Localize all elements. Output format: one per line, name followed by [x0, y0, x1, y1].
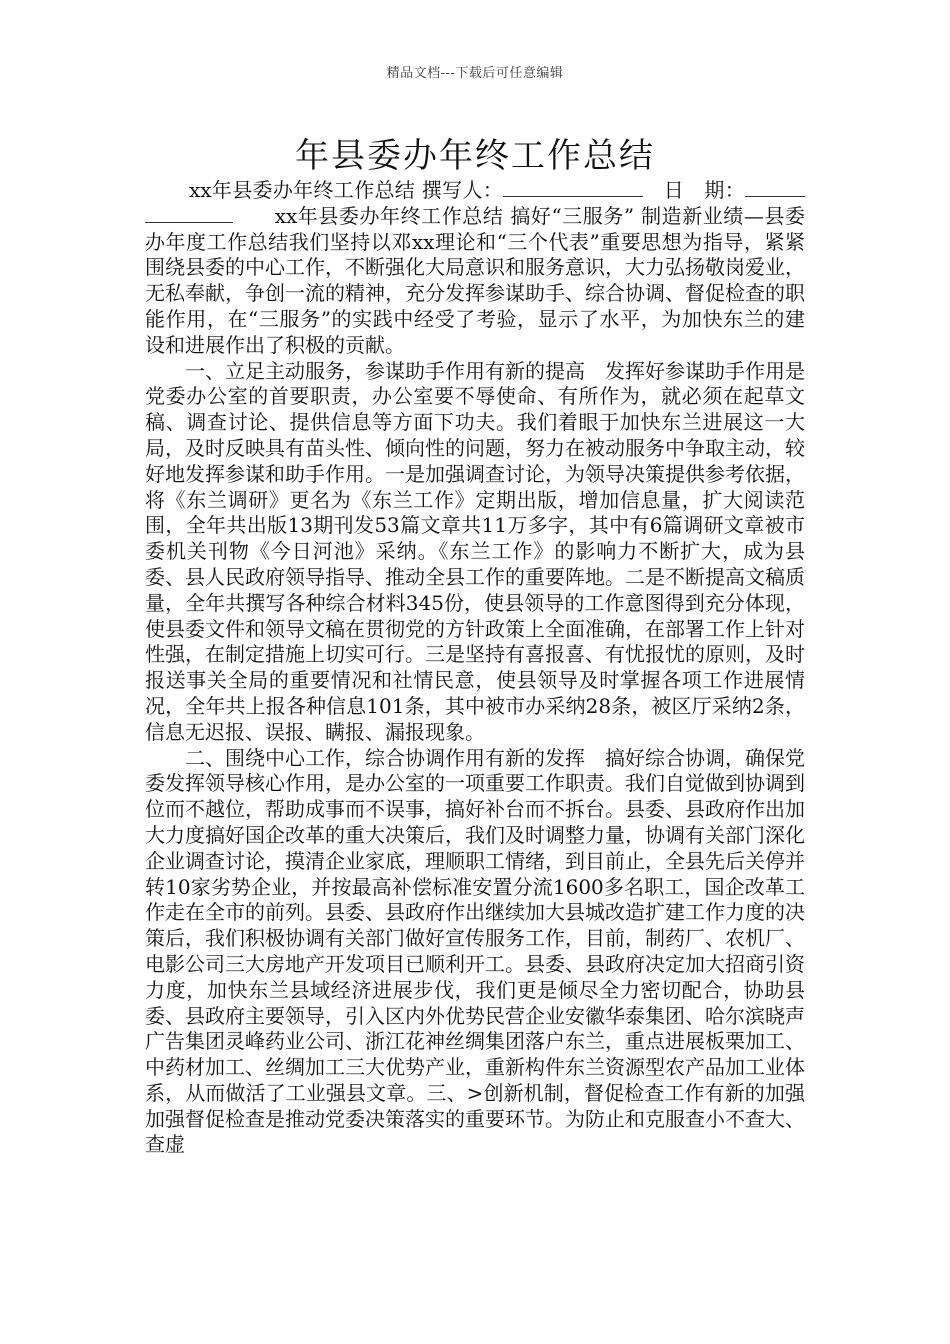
body-paragraph-1: 一、立足主动服务，参谋助手作用有新的提高 发挥好参谋助手作用是党委办公室的首要职责，办公室要不辱使命、有所作为，就必须在起草文稿、调查讨论、提供信息等方面下功夫。我们着眼于加快东兰进展这一大局，及时反映具有苗头性、倾向性的问题，努力在被动服务中争取主动，较好地发挥参谋和助手作用。一是加强调查讨论，为领导决策提供参考依据，将《东兰调研》更名为《东兰工作》定期出版，增加信息量，扩大阅读范围，全年共出版13期刊发53篇文章共11万多字，其中有6篇调研文章被市委机关刊物《今日河池》采纳。《东兰工作》的影响力不断扩大，成为县委、县人民政府领导指导、推动全县工作的重要阵地。二是不断提高文稿质量，全年共撰写各种综合材料345份，使县领导的工作意图得到充分体现，使县委文件和领导文稿在贯彻党的方针政策上全面准确，在部署工作上针对性强，在制定措施上切实可行。三是坚持有喜报喜、有忧报忧的原则，及时报送事关全局的重要情况和社情民意，使县领导及时掌握各项工作进展情况，全年共上报各种信息101条，其中被市办采纳28条，被区厅采纳2条，信息无迟报、误报、瞒报、漏报现象。: [145, 358, 805, 744]
document-title: 年县委办年终工作总结: [295, 136, 655, 176]
date-blank-continued: [145, 204, 233, 223]
author-blank: [503, 178, 643, 197]
page-header: 精品文档---下载后可任意编辑: [386, 66, 564, 81]
intro-text: xx年县委办年终工作总结 搞好“三服务” 制造新业绩—县委办年度工作总结我们坚持以邓xx理论和“三个代表”重要思想为指导，紧紧围绕县委的中心工作，不断强化大局意识和服务意识，大力弘扬敬岗爱业，无私奉献，争创一流的精神，充分发挥参谋助手、综合协调、督促检查的职能作用，在“三服务”的实践中经受了考验，显示了水平，为加快东兰的建设和进展作出了积极的贡献。: [145, 203, 805, 357]
date-label: 日 期：: [663, 178, 746, 202]
date-blank: [745, 178, 805, 197]
document-body: [145, 178, 825, 1158]
author-label: 撰写人：: [421, 178, 504, 202]
document-subject: xx年县委办年终工作总结: [189, 178, 416, 202]
meta-paragraph: [145, 178, 805, 359]
body-paragraph-2: 二、围绕中心工作，综合协调作用有新的发挥 搞好综合协调，确保党委发挥领导核心作用，是办公室的一项重要工作职责。我们自觉做到协调到位而不越位，帮助成事而不误事，搞好补台而不拆台。县委、县政府作出加大力度搞好国企改革的重大决策后，我们及时调整力量，协调有关部门深化企业调查讨论，摸清企业家底，理顺职工情绪，到目前止，全县先后关停并转10家劣势企业，并按最高补偿标准安置分流1600多名职工，国企改革工作走在全市的前列。县委、县政府作出继续加大县城改造扩建工作力度的决策后，我们积极协调有关部门做好宣传服务工作，目前，制药厂、农机厂、电影公司三大房地产开发项目已顺利开工。县委、县政府决定加大招商引资力度，加快东兰县域经济进展步伐，我们更是倾尽全力密切配合，协助县委、县政府主要领导，引入区内外优势民营企业安徽华泰集团、哈尔滨晓声广告集团灵峰药业公司、浙江花神丝绸集团落户东兰，重点进展板栗加工、中药材加工、丝绸加工三大优势产业，重新构件东兰资源型农产品加工业体系，从而做活了工业强县文章。三、>创新机制，督促检查工作有新的加强 加强督促检查是推动党委决策落实的重要环节。为防止和克服查小不查大、查虚: [145, 745, 825, 1157]
